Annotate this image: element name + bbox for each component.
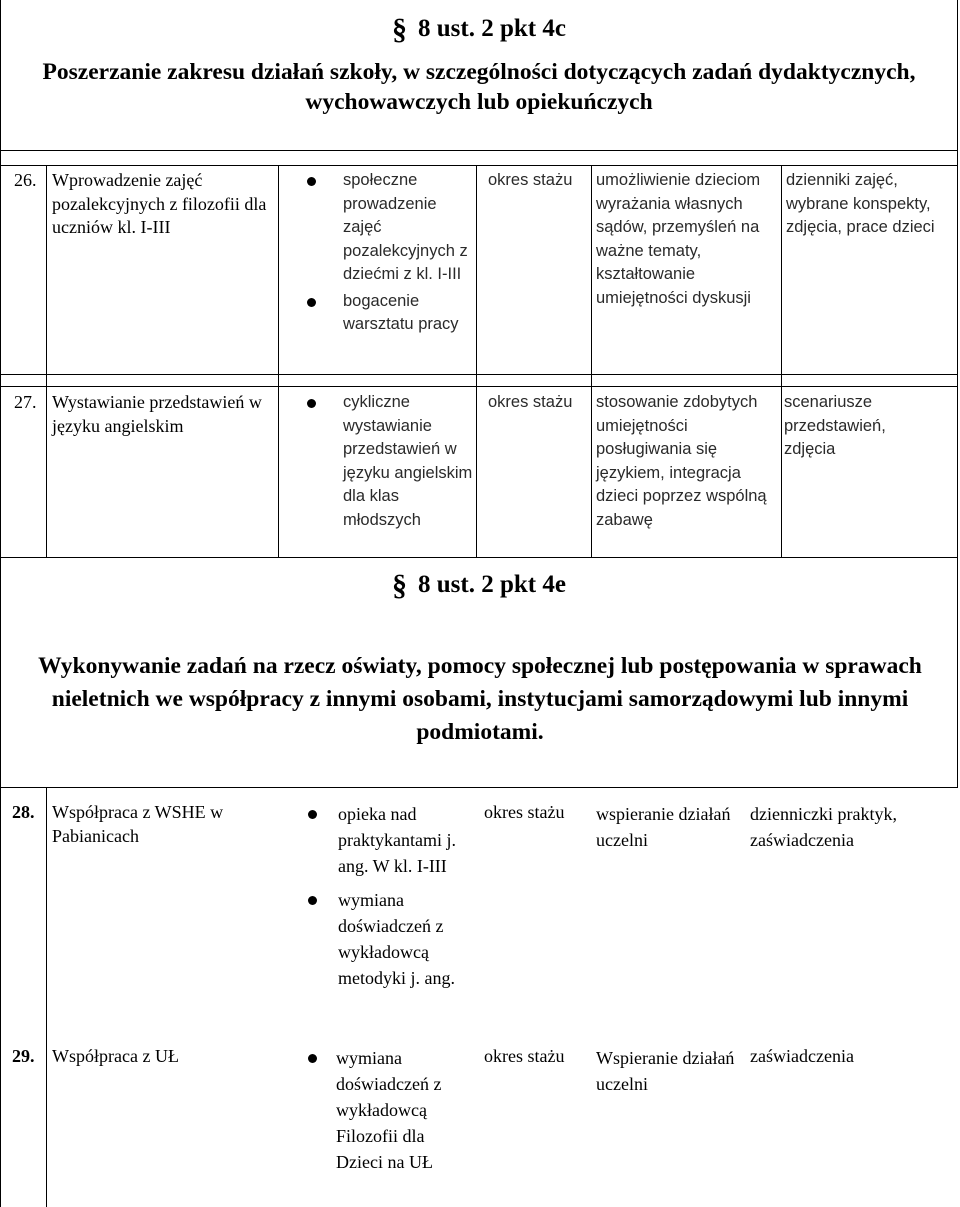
row-period: okres stażu <box>488 171 573 189</box>
svg-text:§: § <box>392 570 408 600</box>
section-title-4e: Wykonywanie zadań na rzecz oświaty, pomocy społecznej lub postępowania w sprawach nieletnich we współpracy z innymi osobami, instytucjami samorządowymi lub innymi podmiotami. <box>38 653 922 745</box>
row-number: 27. <box>14 392 37 412</box>
row-evidence: dzienniki zajęć, wybrane konspekty, zdjęcia, prace dzieci <box>786 171 935 236</box>
row-actions <box>289 169 475 337</box>
bullet-icon <box>307 298 316 307</box>
row-period: okres stażu <box>484 1046 565 1066</box>
list-item: bogacenie warsztatu pracy <box>289 290 475 337</box>
row-number: 29. <box>12 1046 35 1066</box>
bullet-icon <box>307 399 316 408</box>
row-effect: umożliwienie dzieciom wyrażania własnych sądów, przemyśleń na ważne tematy, kształtowanie umiejętności dyskusji <box>596 171 761 307</box>
row-actions <box>298 1045 470 1175</box>
section-heading-4c: § 8 ust. 2 pkt 4c <box>392 14 566 44</box>
section-sign-icon <box>392 570 408 600</box>
row-period: okres stażu <box>488 393 573 411</box>
section-sign-icon <box>392 14 408 44</box>
row-task: Wprowadzenie zajęć pozalekcyjnych z filozofii dla uczniów kl. I-III <box>52 170 267 237</box>
svg-text:§: § <box>392 14 408 44</box>
row-period: okres stażu <box>484 802 565 822</box>
bullet-icon <box>308 896 317 905</box>
row-task: Współpraca z WSHE w Pabianicach <box>52 802 224 846</box>
list-item: opieka nad praktykantami j. ang. W kl. I-III <box>300 801 470 879</box>
row-evidence: scenariusze przedstawień, zdjęcia <box>784 393 886 458</box>
section-heading-4e: § 8 ust. 2 pkt 4e <box>392 570 566 600</box>
row-number: 28. <box>12 802 35 822</box>
row-number: 26. <box>14 170 37 190</box>
list-item: wymiana doświadczeń z wykładowcą metodyki j. ang. <box>300 887 470 991</box>
row-effect: wspieranie działań uczelni <box>596 804 731 850</box>
list-item: społeczne prowadzenie zajęć pozalekcyjnych z dziećmi z kl. I-III <box>289 169 475 287</box>
row-task: Wystawianie przedstawień w języku angielskim <box>52 392 262 436</box>
row-actions <box>300 801 470 991</box>
list-item: cykliczne wystawianie przedstawień w języku angielskim dla klas młodszych <box>289 391 475 532</box>
bullet-icon <box>308 1054 317 1063</box>
row-effect: stosowanie zdobytych umiejętności posługiwania się językiem, integracja dzieci poprzez wspólną zabawę <box>596 393 767 529</box>
bullet-icon <box>308 810 317 819</box>
list-item: wymiana doświadczeń z wykładowcą Filozofii dla Dzieci na UŁ <box>298 1045 470 1175</box>
row-task: Współpraca z UŁ <box>52 1046 179 1066</box>
bullet-icon <box>307 177 316 186</box>
row-effect: Wspieranie działań uczelni <box>596 1048 735 1094</box>
row-evidence: zaświadczenia <box>750 1046 854 1066</box>
row-evidence: dzienniczki praktyk, zaświadczenia <box>750 804 897 850</box>
section-title-4c: Poszerzanie zakresu działań szkoły, w szczególności dotyczących zadań dydaktycznych, wychowawczych lub opiekuńczych <box>42 59 916 115</box>
row-actions <box>289 391 475 532</box>
